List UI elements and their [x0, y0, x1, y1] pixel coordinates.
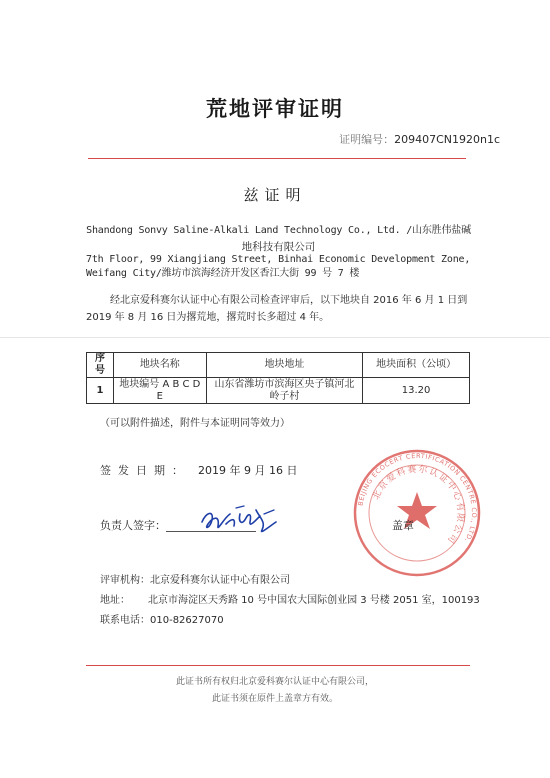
org-name-value: 北京爱科赛尔认证中心有限公司	[150, 575, 290, 586]
certify-heading: 兹证明	[243, 186, 307, 204]
cell-plot-name: 地块编号 A B C D E	[113, 378, 206, 404]
company-address-line1: 7th Floor, 99 Xiangjiang Street, Binhai Economic Development Zone,	[86, 254, 471, 265]
footer-line2: 此证书须在原件上盖章方有效。	[211, 694, 338, 704]
org-name-label: 评审机构：	[100, 575, 150, 586]
certificate-number-label: 证明编号：	[339, 133, 395, 146]
header-plot-area: 地块面积（公顷）	[363, 353, 470, 378]
header-seq: 序号	[87, 353, 114, 378]
cell-plot-area: 13.20	[363, 378, 470, 404]
header-plot-name: 地块名称	[113, 353, 206, 378]
footer-line1: 此证书所有权归北京爱科赛尔认证中心有限公司，	[175, 677, 374, 687]
company-name-english: Shandong Sonvy Saline-Alkali Land Technology Co., Ltd. /山东胜伟盐碱	[86, 225, 471, 236]
issue-date-label: 签发日期：	[100, 464, 190, 477]
footer-note	[0, 674, 550, 708]
land-table	[86, 352, 470, 404]
org-address-value: 北京市海淀区天秀路 10 号中国农大国际创业园 3 号楼 2051 室，100193	[148, 595, 480, 606]
seal-label: 盖章	[392, 519, 414, 532]
header-plot-address: 地块地址	[206, 353, 363, 378]
table-row	[87, 378, 470, 404]
issue-date	[100, 462, 297, 478]
company-seal	[352, 448, 482, 578]
header-divider	[88, 158, 466, 159]
org-name-row	[100, 571, 480, 591]
signer-label: 负责人签字：	[100, 519, 166, 532]
certification-statement: 经北京爱科赛尔认证中心有限公司检查评审后，以下地块自 2016 年 6 月 1 日到 2019 年 8 月 16 日为撂荒地，撂荒时长多超过 4 年。	[86, 295, 468, 323]
cell-seq: 1	[87, 378, 114, 404]
attachment-note: （可以附件描述，附件与本证明同等效力）	[100, 418, 290, 429]
company-address-line2: Weifang City/潍坊市滨海经济开发区香江大街 99 号 7 楼	[86, 268, 360, 279]
organization-info	[100, 571, 480, 631]
document-title: 荒地评审证明	[206, 97, 344, 121]
issue-date-value: 2019 年 9 月 16 日	[198, 464, 298, 477]
certificate-number-value: 209407CN1920n1c	[394, 133, 500, 146]
handwritten-signature	[196, 500, 286, 540]
land-table-header	[87, 353, 470, 378]
cell-plot-address: 山东省潍坊市滨海区央子镇河北岭子村	[206, 378, 363, 404]
org-phone-row	[100, 611, 480, 631]
seal-chinese-text: 北京爱科赛尔认证中心有限公司	[371, 464, 466, 546]
company-address	[86, 253, 471, 281]
certificate-number	[339, 131, 500, 147]
org-address-row	[100, 591, 480, 611]
footer-divider	[86, 665, 470, 666]
org-phone-value: 010-82627070	[150, 615, 224, 626]
fold-line	[0, 337, 550, 338]
org-address-label: 地址：	[100, 595, 130, 606]
company-name-chinese: 地科技有限公司	[241, 241, 316, 253]
org-phone-label: 联系电话：	[100, 615, 150, 626]
seal-english-text: BEIJING ECOCERT CERTIFICATION CENTRE CO., LTD.	[356, 451, 479, 544]
